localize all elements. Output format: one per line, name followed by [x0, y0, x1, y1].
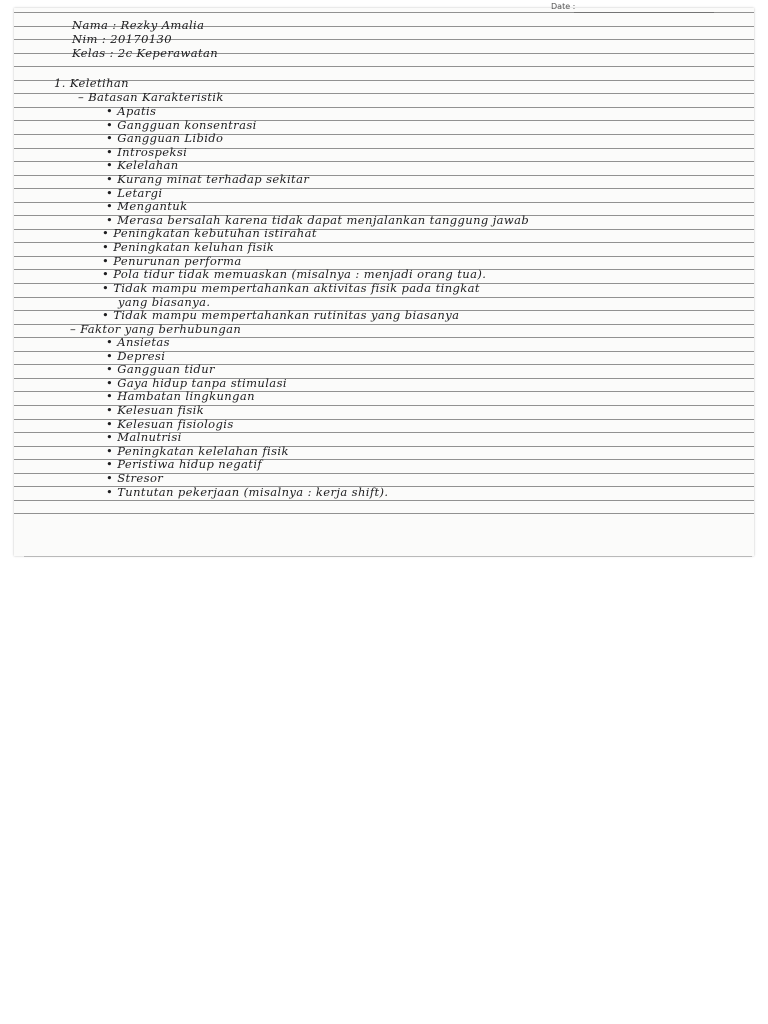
note-line: Nama : Rezky Amalia: [72, 18, 205, 32]
note-line: 1. Keletihan: [54, 76, 129, 90]
note-line: • Gangguan Libido: [106, 131, 224, 145]
note-line: • Peningkatan kebutuhan istirahat: [102, 226, 317, 240]
note-line: • Gaya hidup tanpa stimulasi: [106, 376, 287, 390]
note-line: • Letargi: [106, 186, 163, 200]
note-line: • Peristiwa hidup negatif: [106, 457, 263, 471]
note-line: • Pola tidur tidak memuaskan (misalnya : menjadi orang tua).: [102, 267, 487, 281]
note-line: • Malnutrisi: [106, 430, 182, 444]
note-line: • Tuntutan pekerjaan (misalnya : kerja shift).: [106, 485, 389, 499]
note-line: • Peningkatan keluhan fisik: [102, 240, 275, 254]
note-line: • Tidak mampu mempertahankan rutinitas yang biasanya: [102, 308, 460, 322]
note-line: • Stresor: [106, 471, 164, 485]
note-line: • Introspeksi: [106, 145, 188, 159]
note-line: • Kurang minat terhadap sekitar: [106, 172, 310, 186]
note-line: – Batasan Karakteristik: [78, 90, 224, 104]
date-label: Date :: [551, 2, 576, 11]
note-line: • Apatis: [106, 104, 157, 118]
note-line: – Faktor yang berhubungan: [70, 322, 242, 336]
note-line: • Depresi: [106, 349, 166, 363]
ruled-line: [14, 513, 754, 514]
page-edge-rule: [24, 556, 752, 557]
ruled-line: [14, 500, 754, 501]
note-line: • Gangguan konsentrasi: [106, 118, 257, 132]
note-line: • Peningkatan kelelahan fisik: [106, 444, 289, 458]
ruled-line: [14, 66, 754, 67]
note-line: • Merasa bersalah karena tidak dapat menjalankan tanggung jawab: [106, 213, 530, 227]
note-line: • Kelesuan fisik: [106, 403, 205, 417]
note-line: • Kelelahan: [106, 158, 179, 172]
note-line: Kelas : 2c Keperawatan: [72, 46, 219, 60]
note-line: • Gangguan tidur: [106, 362, 215, 376]
note-line: yang biasanya.: [118, 295, 211, 309]
note-line: • Hambatan lingkungan: [106, 389, 255, 403]
note-line: Nim : 20170130: [72, 32, 172, 46]
ruled-line: [14, 12, 754, 13]
note-line: • Tidak mampu mempertahankan aktivitas fisik pada tingkat: [102, 281, 480, 295]
note-line: • Kelesuan fisiologis: [106, 417, 234, 431]
note-line: • Mengantuk: [106, 199, 188, 213]
notebook-page: [14, 2, 754, 556]
note-line: • Penurunan performa: [102, 254, 242, 268]
note-line: • Ansietas: [106, 335, 170, 349]
